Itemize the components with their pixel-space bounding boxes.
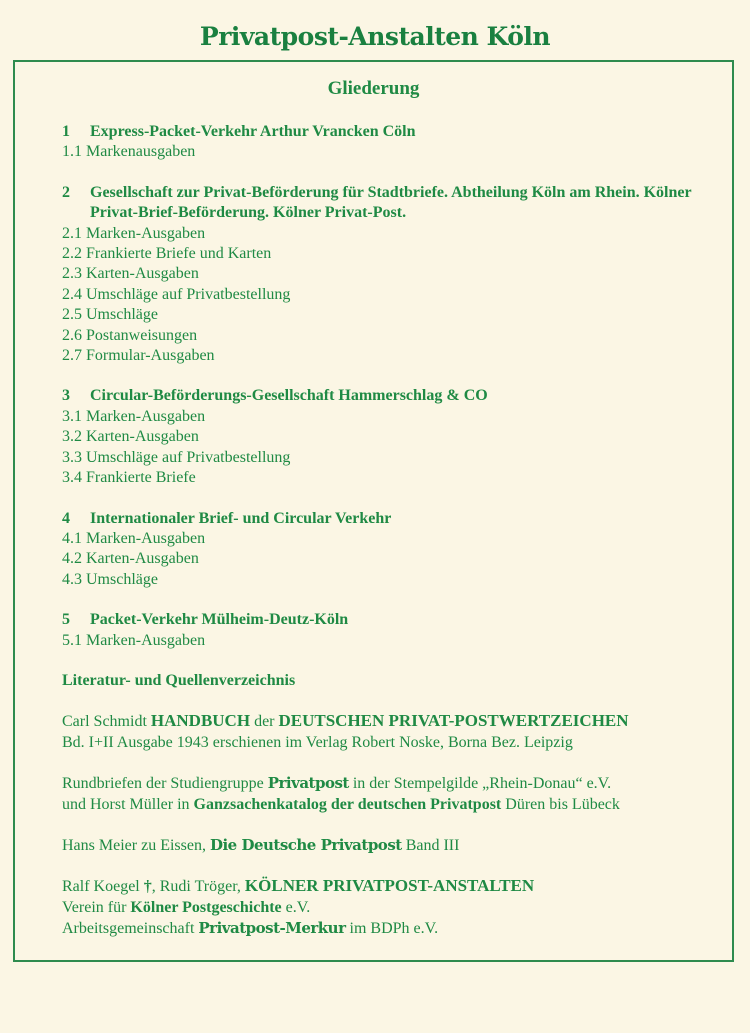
subsection-item: 2.5 Umschläge bbox=[62, 306, 158, 324]
section-list bbox=[62, 122, 732, 651]
content-frame bbox=[13, 60, 734, 962]
subsection-item: 4.1 Marken-Ausgaben bbox=[62, 529, 206, 547]
reference-line bbox=[62, 918, 732, 939]
subsection-item: 4.3 Umschläge bbox=[62, 570, 158, 588]
ref-text: Carl Schmidt bbox=[62, 713, 151, 731]
reference-line bbox=[62, 795, 732, 815]
subsection-item: 2.1 Marken-Ausgaben bbox=[62, 224, 206, 242]
ref-bold: DEUTSCHEN PRIVAT-POSTWERTZEICHEN bbox=[278, 711, 629, 731]
section-title: Circular-Beförderungs-Gesellschaft Hammerschlag & CO bbox=[90, 387, 488, 405]
ref-text: Band III bbox=[401, 836, 460, 854]
section-2 bbox=[62, 183, 732, 367]
section-heading bbox=[62, 610, 732, 630]
subsection-item: 1.1 Markenausgaben bbox=[62, 143, 196, 161]
ref-text: Rundbriefen der Studiengruppe bbox=[62, 775, 268, 793]
ref-text: der bbox=[250, 713, 279, 731]
subsection-item: 5.1 Marken-Ausgaben bbox=[62, 631, 206, 649]
reference-line bbox=[62, 773, 732, 794]
ref-text: Ralf Koegel bbox=[62, 878, 144, 896]
subsection-item: 3.2 Karten-Ausgaben bbox=[62, 428, 199, 446]
section-3 bbox=[62, 386, 732, 488]
ref-bold: HANDBUCH bbox=[150, 711, 251, 731]
section-number: 2 bbox=[62, 183, 70, 201]
reference-line bbox=[62, 711, 732, 732]
reference-2 bbox=[62, 773, 732, 815]
ref-bold: Ganzsachenkatalog der deutschen Privatpost bbox=[193, 795, 502, 813]
section-number: 1 bbox=[62, 123, 70, 140]
subsection-item: 3.4 Frankierte Briefe bbox=[62, 469, 196, 487]
section-heading bbox=[62, 183, 732, 224]
ref-text: , Rudi Tröger, bbox=[151, 878, 245, 896]
ref-blackletter: Privatpost-Merkur bbox=[198, 919, 346, 938]
literature-heading: Literatur- und Quellenverzeichnis bbox=[62, 671, 296, 689]
ref-text: Arbeitsgemeinschaft bbox=[62, 920, 199, 938]
section-1 bbox=[62, 122, 732, 163]
subsection-item: 3.1 Marken-Ausgaben bbox=[62, 407, 206, 425]
ref-text: im BDPh e.V. bbox=[345, 920, 439, 938]
section-title: Internationaler Brief- und Circular Verkehr bbox=[90, 509, 392, 527]
section-4 bbox=[62, 509, 732, 591]
reference-line bbox=[62, 898, 732, 918]
page-title: Privatpost-Anstalten Köln bbox=[199, 22, 551, 51]
ref-bold: Kölner Postgeschichte bbox=[130, 898, 282, 916]
outline-content bbox=[62, 122, 732, 960]
subsection-item: 2.3 Karten-Ausgaben bbox=[62, 265, 199, 283]
cross-icon: † bbox=[143, 878, 152, 896]
reference-4 bbox=[62, 876, 732, 939]
subsection-item: 4.2 Karten-Ausgaben bbox=[62, 550, 199, 568]
ref-blackletter: Privatpost bbox=[267, 774, 349, 793]
section-title: Gesellschaft zur Privat-Beförderung für Stadtbriefe. Abtheilung Köln am Rhein. Kölner Privat-Brief-Beförderung. Kölner Privat-Post. bbox=[90, 183, 692, 222]
ref-text: Verein für bbox=[62, 898, 131, 916]
reference-line: Bd. I+II Ausgabe 1943 erschienen im Verlag Robert Noske, Borna Bez. Leipzig bbox=[62, 733, 573, 751]
subsection-item: 2.4 Umschläge auf Privatbestellung bbox=[62, 285, 291, 303]
reference-line bbox=[62, 876, 732, 897]
subsection-item: 2.2 Frankierte Briefe und Karten bbox=[62, 245, 272, 263]
reference-1 bbox=[62, 711, 732, 753]
section-number: 3 bbox=[62, 387, 70, 405]
section-heading bbox=[62, 386, 732, 406]
section-title: Express-Packet-Verkehr Arthur Vrancken Cöln bbox=[90, 123, 416, 140]
subsection-item: 2.7 Formular-Ausgaben bbox=[62, 347, 215, 365]
reference-line bbox=[62, 835, 732, 856]
ref-text: e.V. bbox=[281, 898, 311, 916]
section-title: Packet-Verkehr Mülheim-Deutz-Köln bbox=[90, 611, 349, 629]
ref-text: Düren bis Lübeck bbox=[501, 795, 620, 813]
ref-text: Hans Meier zu Eissen, bbox=[62, 836, 210, 854]
section-heading bbox=[62, 122, 732, 142]
section-5 bbox=[62, 610, 732, 651]
ref-text: in der Stempelgilde „Rhein-Donau“ e.V. bbox=[348, 775, 612, 793]
subsection-item: 2.6 Postanweisungen bbox=[62, 326, 198, 344]
section-heading bbox=[62, 509, 732, 529]
subsection-item: 3.3 Umschläge auf Privatbestellung bbox=[62, 448, 291, 466]
section-number: 5 bbox=[62, 611, 70, 629]
ref-bold: KÖLNER PRIVATPOST-ANSTALTEN bbox=[244, 876, 535, 896]
outline-heading: Gliederung bbox=[327, 78, 420, 99]
ref-blackletter: Die Deutsche Privatpost bbox=[209, 835, 402, 854]
section-number: 4 bbox=[62, 509, 70, 527]
reference-3 bbox=[62, 835, 732, 856]
ref-text: und Horst Müller in bbox=[62, 795, 194, 813]
